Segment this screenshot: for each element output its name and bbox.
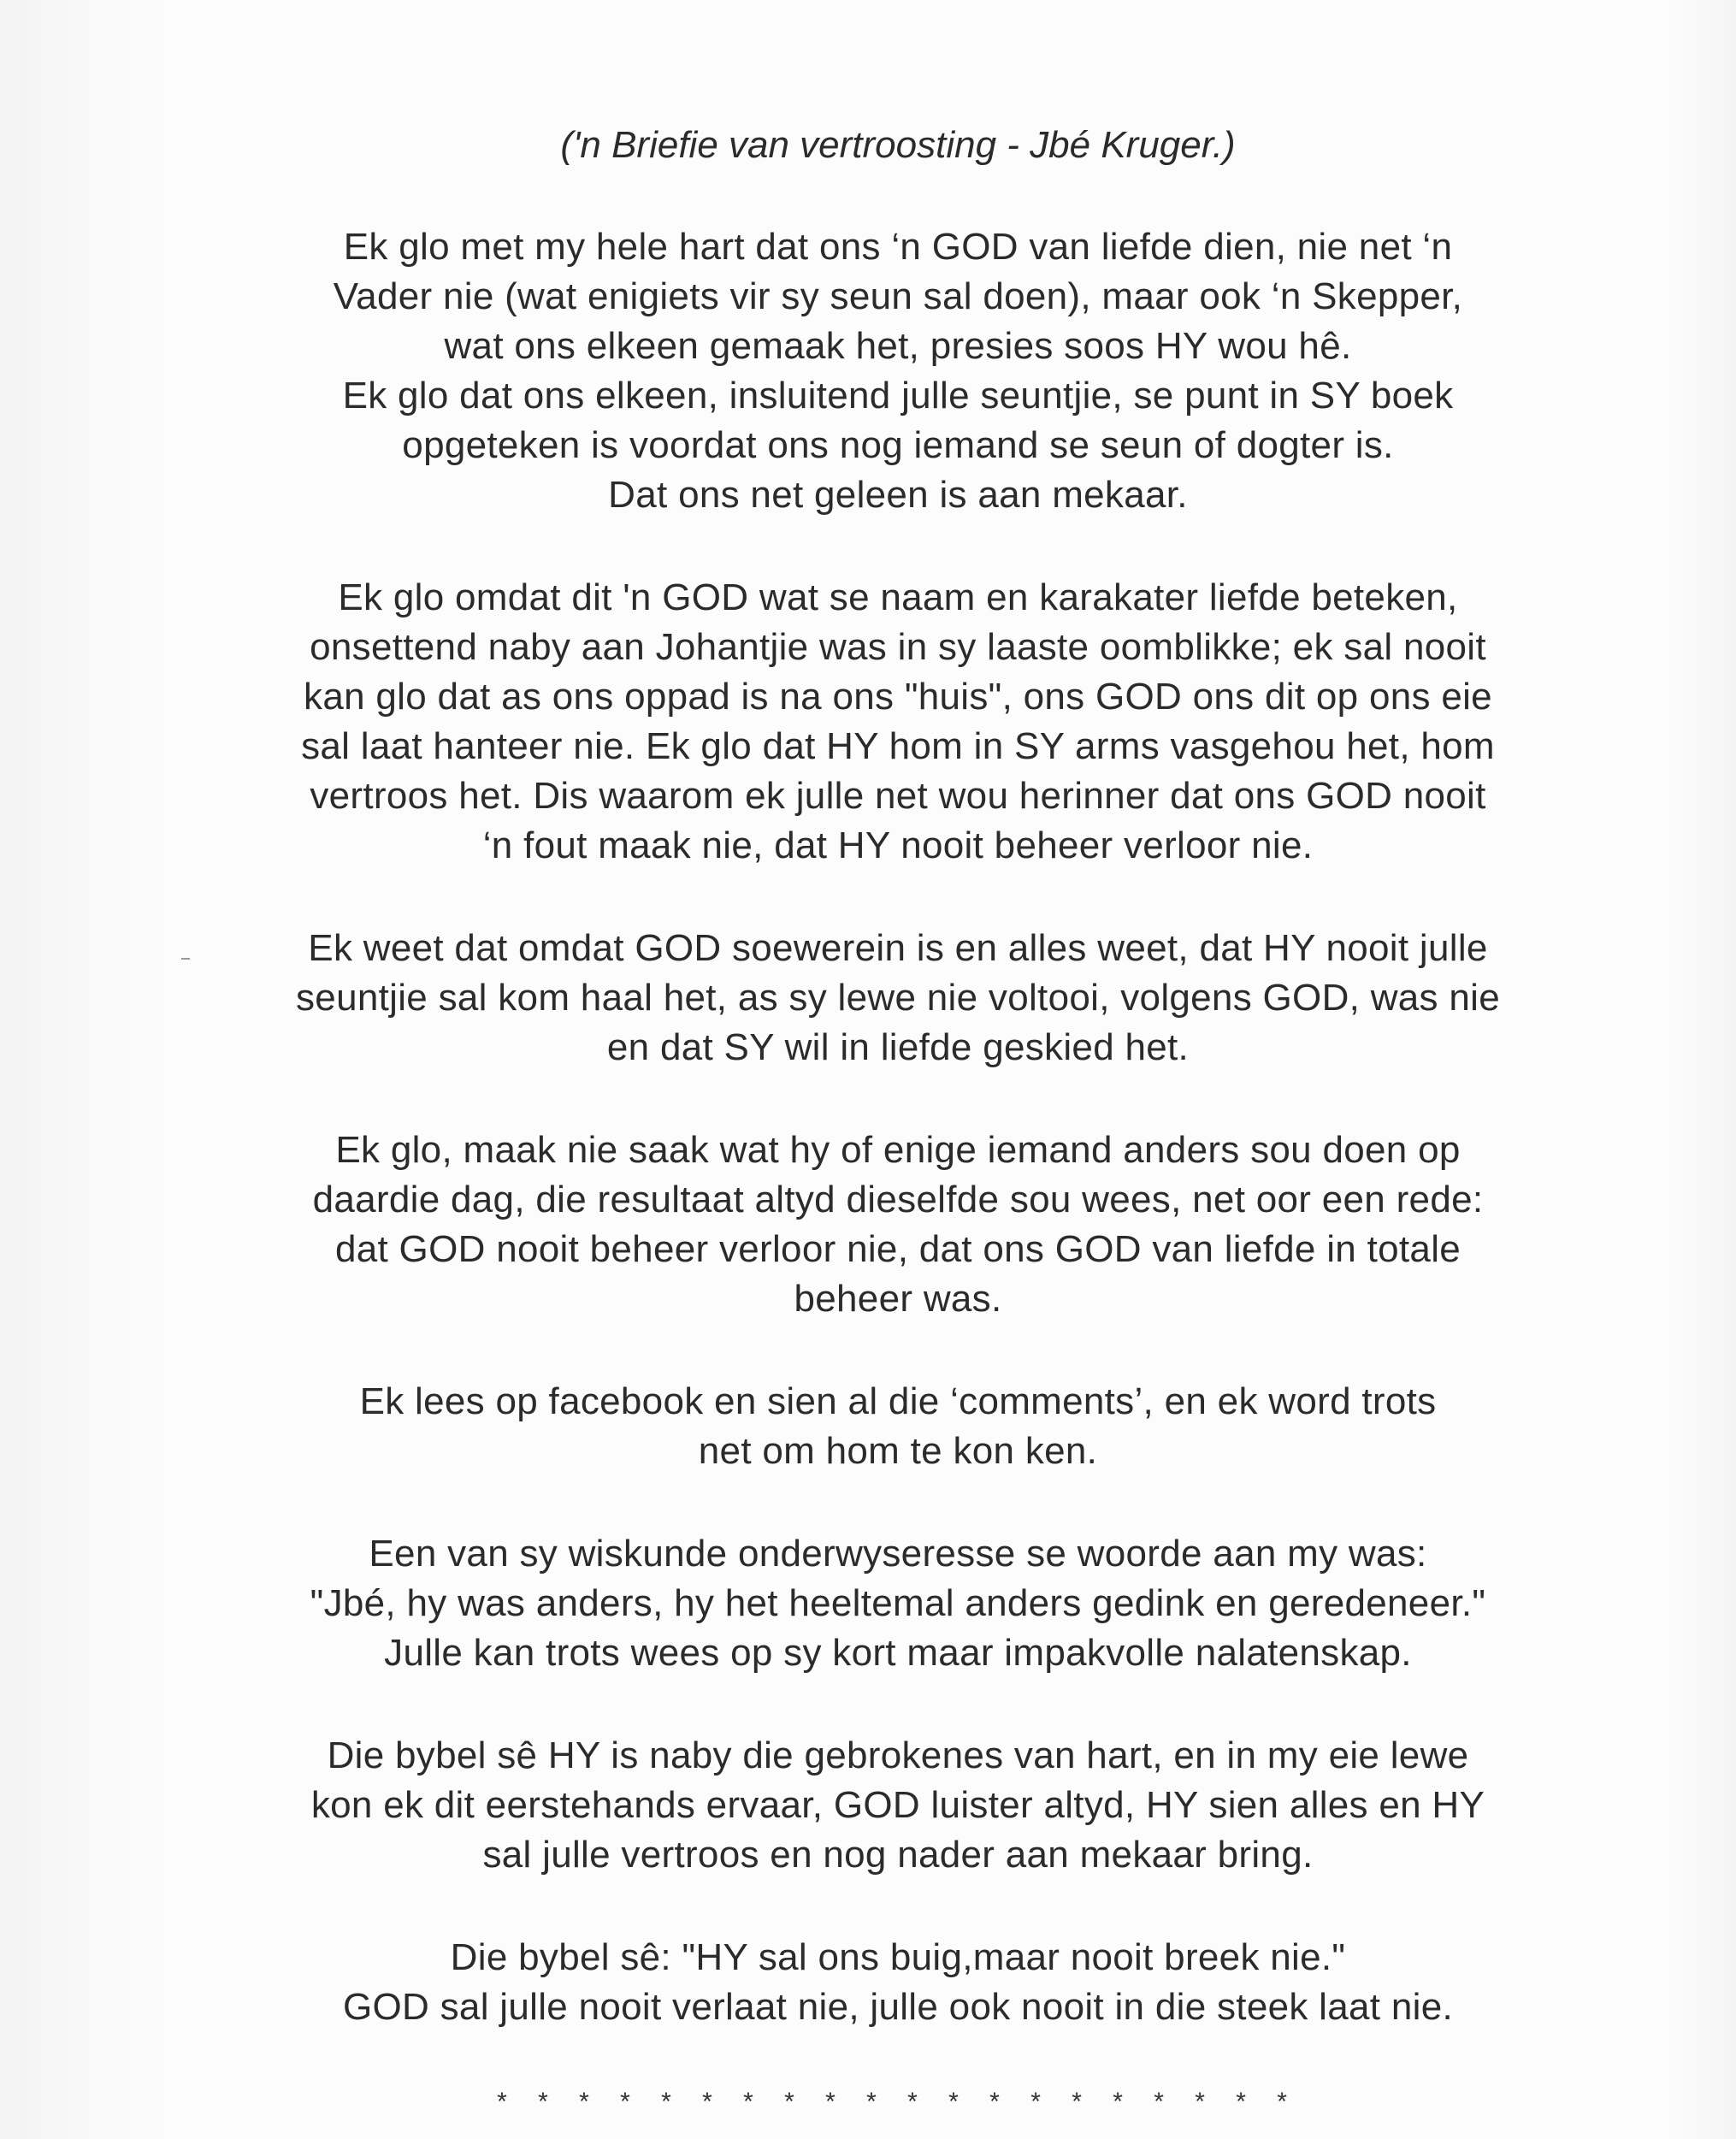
scan-shadow-right bbox=[1668, 0, 1736, 2139]
text-line: sal julle vertroos en nog nader aan mekaar bring. bbox=[482, 1834, 1314, 1876]
text-line: Een van sy wiskunde onderwyseresse se woorde aan my was: bbox=[369, 1533, 1427, 1575]
text-line: Ek glo, maak nie saak wat hy of enige iemand anders sou doen op bbox=[335, 1129, 1461, 1171]
paragraph-1 bbox=[197, 222, 1599, 520]
text-line: Julle kan trots wees op sy kort maar impakvolle nalatenskap. bbox=[384, 1632, 1412, 1674]
paragraph-3 bbox=[197, 924, 1599, 1072]
text-line: net om hom te kon ken. bbox=[698, 1430, 1098, 1472]
text-line: GOD sal julle nooit verlaat nie, julle ook nooit in die steek laat nie. bbox=[342, 1986, 1453, 2028]
text-line: Die bybel sê HY is naby die gebrokenes van hart, en in my eie lewe bbox=[327, 1734, 1469, 1776]
text-line: Ek lees op facebook en sien al die ‘comments’, en ek word trots bbox=[359, 1380, 1437, 1422]
text-line: onsettend naby aan Johantjie was in sy laaste oomblikke; ek sal nooit bbox=[310, 626, 1486, 668]
text-line: wat ons elkeen gemaak het, presies soos HY wou hê. bbox=[444, 325, 1352, 367]
text-line: Ek glo dat ons elkeen, insluitend julle seuntjie, se punt in SY boek bbox=[342, 375, 1454, 417]
letter-heading: ('n Briefie van vertroosting - Jbé Kruger.) bbox=[560, 124, 1236, 166]
separator-stars: * * * * * * * * * * * * * * * * * * * * bbox=[497, 2088, 1299, 2116]
text-line: Ek glo omdat dit 'n GOD wat se naam en karakater liefde beteken, bbox=[338, 576, 1458, 618]
scan-mark bbox=[181, 958, 190, 960]
text-line: opgeteken is voordat ons nog iemand se seun of dogter is. bbox=[402, 424, 1394, 466]
text-line: Ek glo met my hele hart dat ons ‘n GOD van liefde dien, nie net ‘n bbox=[343, 226, 1453, 268]
text-line: en dat SY wil in liefde geskied het. bbox=[606, 1026, 1190, 1068]
paragraph-7 bbox=[197, 1731, 1599, 1880]
text-line: kan glo dat as ons oppad is na ons "huis", ons GOD ons dit op ons eie bbox=[304, 676, 1492, 718]
text-line: "Jbé, hy was anders, hy het heeltemal anders gedink en geredeneer." bbox=[310, 1582, 1486, 1624]
text-line: kon ek dit eerstehands ervaar, GOD luister altyd, HY sien alles en HY bbox=[310, 1784, 1485, 1826]
paragraph-5 bbox=[197, 1377, 1599, 1476]
paragraph-8 bbox=[197, 1933, 1599, 2032]
text-line: seuntjie sal kom haal het, as sy lewe nie voltooi, volgens GOD, was nie bbox=[296, 977, 1500, 1019]
text-line: vertroos het. Dis waarom ek julle net wou herinner dat ons GOD nooit bbox=[310, 775, 1486, 817]
text-line: Dat ons net geleen is aan mekaar. bbox=[608, 474, 1188, 516]
scan-shadow-left bbox=[0, 0, 184, 2139]
text-line: Vader nie (wat enigiets vir sy seun sal doen), maar ook ‘n Skepper, bbox=[333, 275, 1463, 317]
paragraph-6 bbox=[197, 1529, 1599, 1678]
paragraph-4 bbox=[197, 1126, 1599, 1324]
letter-body bbox=[197, 120, 1599, 2119]
text-line: Ek weet dat omdat GOD soewerein is en alles weet, dat HY nooit julle bbox=[308, 927, 1488, 969]
text-line: sal laat hanteer nie. Ek glo dat HY hom in SY arms vasgehou het, hom bbox=[301, 725, 1495, 767]
text-line: Die bybel sê: "HY sal ons buig,maar nooit breek nie." bbox=[450, 1936, 1346, 1978]
text-line: daardie dag, die resultaat altyd dieselfde sou wees, net oor een rede: bbox=[312, 1179, 1484, 1220]
text-line: ‘n fout maak nie, dat HY nooit beheer verloor nie. bbox=[482, 824, 1314, 866]
text-line: dat GOD nooit beheer verloor nie, dat ons GOD van liefde in totale bbox=[334, 1228, 1461, 1270]
text-line: beheer was. bbox=[794, 1278, 1002, 1320]
paragraph-2 bbox=[197, 573, 1599, 871]
